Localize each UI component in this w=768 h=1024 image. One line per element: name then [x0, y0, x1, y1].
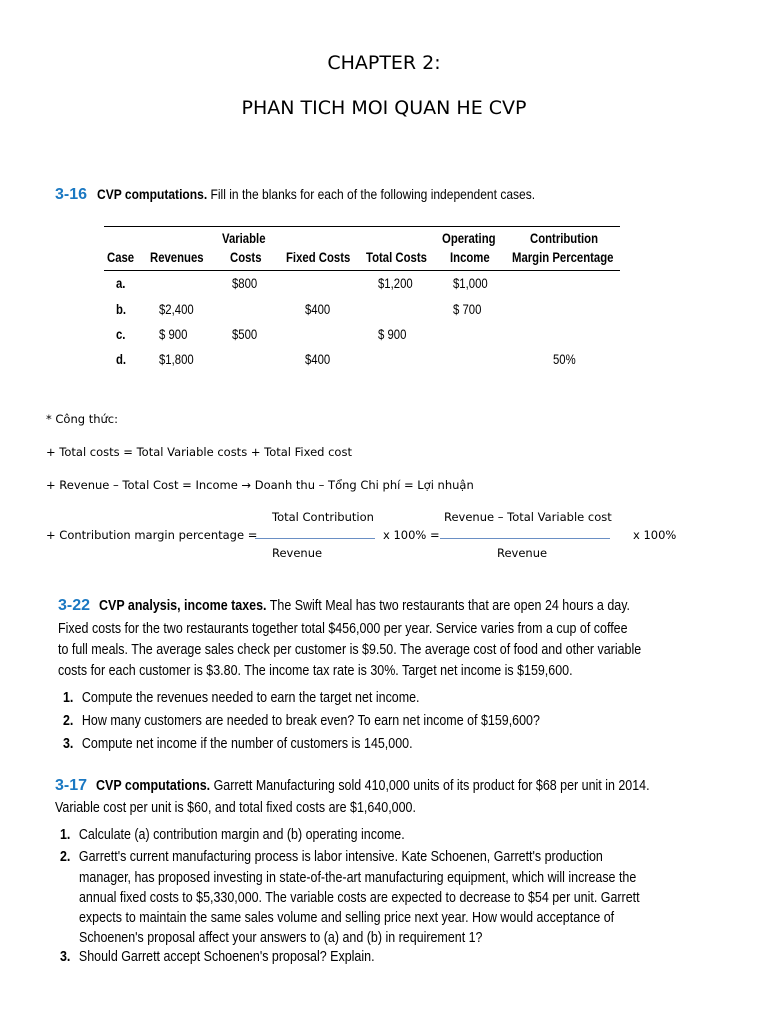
table-cell: $800 [232, 276, 258, 291]
formula-income: + Revenue – Total Cost = Income → Doanh thu – Tổng Chi phí = Lợi nhuận [46, 478, 474, 492]
problem-title: CVP analysis, income taxes. [99, 598, 267, 614]
list-item [63, 734, 413, 755]
formula-heading: * Công thức: [46, 412, 118, 426]
item-text-continuation: expects to maintain the same sales volume and selling price next year. How would acceptance of [79, 910, 615, 926]
problem-3-17-first-line [55, 776, 740, 797]
list-item [60, 825, 405, 846]
table-row-case: b. [116, 302, 127, 317]
table-cell: 50% [553, 352, 576, 367]
table-cell: $2,400 [159, 302, 194, 317]
problem-number: 3-22 [58, 597, 91, 614]
table-cell: $400 [305, 352, 331, 367]
col-header-total-costs: Total Costs [366, 250, 427, 265]
item-text: Garrett's current manufacturing process is labor intensive. Kate Schoenen, Garrett's production [78, 849, 603, 865]
table-header-rule [104, 270, 620, 271]
formula-denominator-1: Revenue [272, 546, 323, 560]
chapter-title: CHAPTER 2: [327, 52, 441, 74]
item-number: 1. [60, 827, 71, 843]
table-cell: $1,000 [453, 276, 488, 291]
item-text-continuation: manager, has proposed investing in state-of-the-art manufacturing equipment, which will increase the [79, 870, 637, 886]
col-header-contribution: Contribution [530, 231, 599, 246]
item-number: 3. [60, 949, 71, 965]
col-header-income: Income [450, 250, 490, 265]
item-number: 2. [63, 713, 74, 729]
problem-text: Fill in the blanks for each of the following independent cases. [210, 186, 536, 202]
problem-text-line: to full meals. The average sales check per customer is $9.50. The average cost of food and other variable [58, 642, 642, 658]
item-text: How many customers are needed to break even? To earn net income of $159,600? [81, 713, 540, 729]
col-header-margin-percentage: Margin Percentage [512, 250, 614, 265]
col-header-variable: Variable [222, 231, 266, 246]
table-cell: $1,800 [159, 352, 194, 367]
table-cell: $ 700 [453, 302, 482, 317]
col-header-fixed-costs: Fixed Costs [286, 250, 351, 265]
col-header-costs: Costs [230, 250, 262, 265]
table-row-case: a. [116, 276, 126, 291]
problem-text-line: The Swift Meal has two restaurants that are open 24 hours a day. [270, 598, 631, 614]
list-item [60, 847, 603, 868]
col-header-revenues: Revenues [150, 250, 204, 265]
problem-number: 3-16 [55, 186, 88, 203]
item-text: Compute the revenues needed to earn the target net income. [81, 690, 420, 706]
formula-cm-mid: x 100% = [383, 528, 440, 542]
formula-cm-suffix: x 100% [633, 528, 677, 542]
table-cell: $ 900 [378, 327, 407, 342]
item-text: Compute net income if the number of customers is 145,000. [81, 736, 413, 752]
formula-denominator-2: Revenue [497, 546, 548, 560]
problem-text-line: Garrett Manufacturing sold 410,000 units of its product for $68 per unit in 2014. [214, 778, 651, 794]
formula-numerator-1: Total Contribution [272, 510, 374, 524]
fraction-line-1 [255, 538, 375, 539]
problem-text-line: costs for each customer is $3.80. The income tax rate is 30%. Target net income is $159,600. [58, 663, 573, 679]
list-item [63, 711, 540, 732]
table-cell: $1,200 [378, 276, 413, 291]
chapter-subtitle: PHAN TICH MOI QUAN HE CVP [241, 97, 527, 119]
item-number: 2. [60, 849, 71, 865]
list-item [60, 947, 375, 968]
problem-3-16-heading [55, 186, 607, 204]
formula-cm-prefix: + Contribution margin percentage = [46, 528, 258, 542]
table-cell: $400 [305, 302, 331, 317]
table-row-case: d. [116, 352, 127, 367]
table-top-rule [104, 226, 620, 227]
item-number: 1. [63, 690, 74, 706]
item-text-continuation: annual fixed costs to $5,330,000. The variable costs are expected to decrease to $54 per unit. Garrett [79, 890, 640, 906]
formula-numerator-2: Revenue – Total Variable cost [444, 510, 612, 524]
problem-text-line: Variable cost per unit is $60, and total fixed costs are $1,640,000. [55, 800, 416, 816]
problem-3-22-first-line [58, 596, 717, 617]
table-row-case: c. [116, 327, 126, 342]
table-cell: $ 900 [159, 327, 188, 342]
fraction-line-2 [440, 538, 610, 539]
problem-title: CVP computations. [96, 778, 211, 794]
col-header-operating: Operating [442, 231, 496, 246]
list-item [63, 688, 420, 709]
problem-text-line: Fixed costs for the two restaurants together total $456,000 per year. Service varies from a cup of coffee [58, 621, 628, 637]
problem-title: CVP computations. [97, 186, 208, 202]
item-number: 3. [63, 736, 74, 752]
item-text: Calculate (a) contribution margin and (b) operating income. [78, 827, 405, 843]
table-cell: $500 [232, 327, 258, 342]
col-header-case: Case [107, 250, 135, 265]
item-text-continuation: Schoenen's proposal affect your answers to (a) and (b) in requirement 1? [79, 930, 483, 946]
item-text: Should Garrett accept Schoenen's proposal? Explain. [78, 949, 375, 965]
problem-number: 3-17 [55, 777, 88, 794]
formula-total-costs: + Total costs = Total Variable costs + Total Fixed cost [46, 445, 352, 459]
